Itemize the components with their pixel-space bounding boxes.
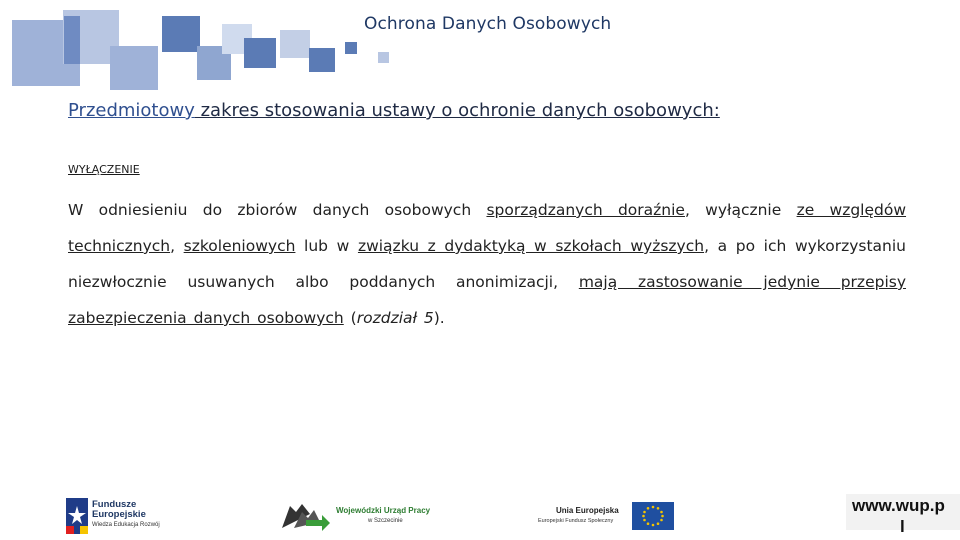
fe-line2: Europejskie xyxy=(92,509,146,520)
decor-square xyxy=(378,52,389,63)
wup-line1: Wojewódzki Urząd Pracy xyxy=(336,506,431,515)
heading-underlined-part: Przedmiotowy xyxy=(68,100,195,121)
section-label: WYŁĄCZENIE xyxy=(68,163,140,176)
para-segment: ). xyxy=(433,309,445,327)
header-title: Ochrona Danych Osobowych xyxy=(364,14,612,34)
ue-line1: Unia Europejska xyxy=(556,506,619,515)
para-segment: , a po ich wykorzystaniu niezwłocznie usuwanych albo poddanych anonimizacji, xyxy=(68,237,906,291)
logo-unia-europejska xyxy=(538,500,678,532)
logo-fundusze-europejskie xyxy=(66,496,186,536)
fe-line1: Fundusze xyxy=(92,499,137,510)
decor-square xyxy=(280,30,310,58)
fe-star-icon xyxy=(66,498,88,534)
decor-square xyxy=(345,42,357,54)
para-segment: lub w xyxy=(295,237,358,255)
para-segment: związku z dydaktyką w szkołach wyższych xyxy=(357,237,705,255)
para-segment: szkoleniowych xyxy=(183,237,296,255)
logo-wup-szczecin xyxy=(280,498,430,534)
decor-square xyxy=(309,48,335,72)
para-segment: W odniesieniu do zbiorów danych osobowych xyxy=(68,201,487,219)
body-paragraph xyxy=(68,192,906,336)
fe-line3: Wiedza Edukacja Rozwój xyxy=(92,522,160,528)
para-segment: , wyłącznie xyxy=(684,201,797,219)
para-segment: ( xyxy=(343,309,357,327)
para-segment: , xyxy=(170,237,184,255)
heading-rest: zakres stosowania ustawy o ochronie danych osobowych: xyxy=(194,100,720,121)
decor-square xyxy=(110,46,158,90)
wup-line2: w Szczecinie xyxy=(368,518,403,524)
wup-arrow-icon xyxy=(280,498,334,534)
decor-square xyxy=(162,16,200,52)
ue-line2: Europejski Fundusz Społeczny xyxy=(538,518,614,524)
website-url-rest[interactable]: l xyxy=(900,517,905,536)
para-segment: rozdział 5 xyxy=(356,309,434,327)
eu-flag-icon xyxy=(632,502,674,530)
para-segment: sporządzanych doraźnie xyxy=(486,201,685,219)
slide-heading xyxy=(68,100,720,121)
para-segment: ze względów technicznych xyxy=(68,201,907,255)
decor-square xyxy=(244,38,276,68)
para-segment: mają zastosowanie jedynie przepisy zabezpieczenia danych osobowych xyxy=(68,273,907,327)
decor-square xyxy=(64,16,80,64)
website-url[interactable]: www.wup.p xyxy=(852,496,945,515)
